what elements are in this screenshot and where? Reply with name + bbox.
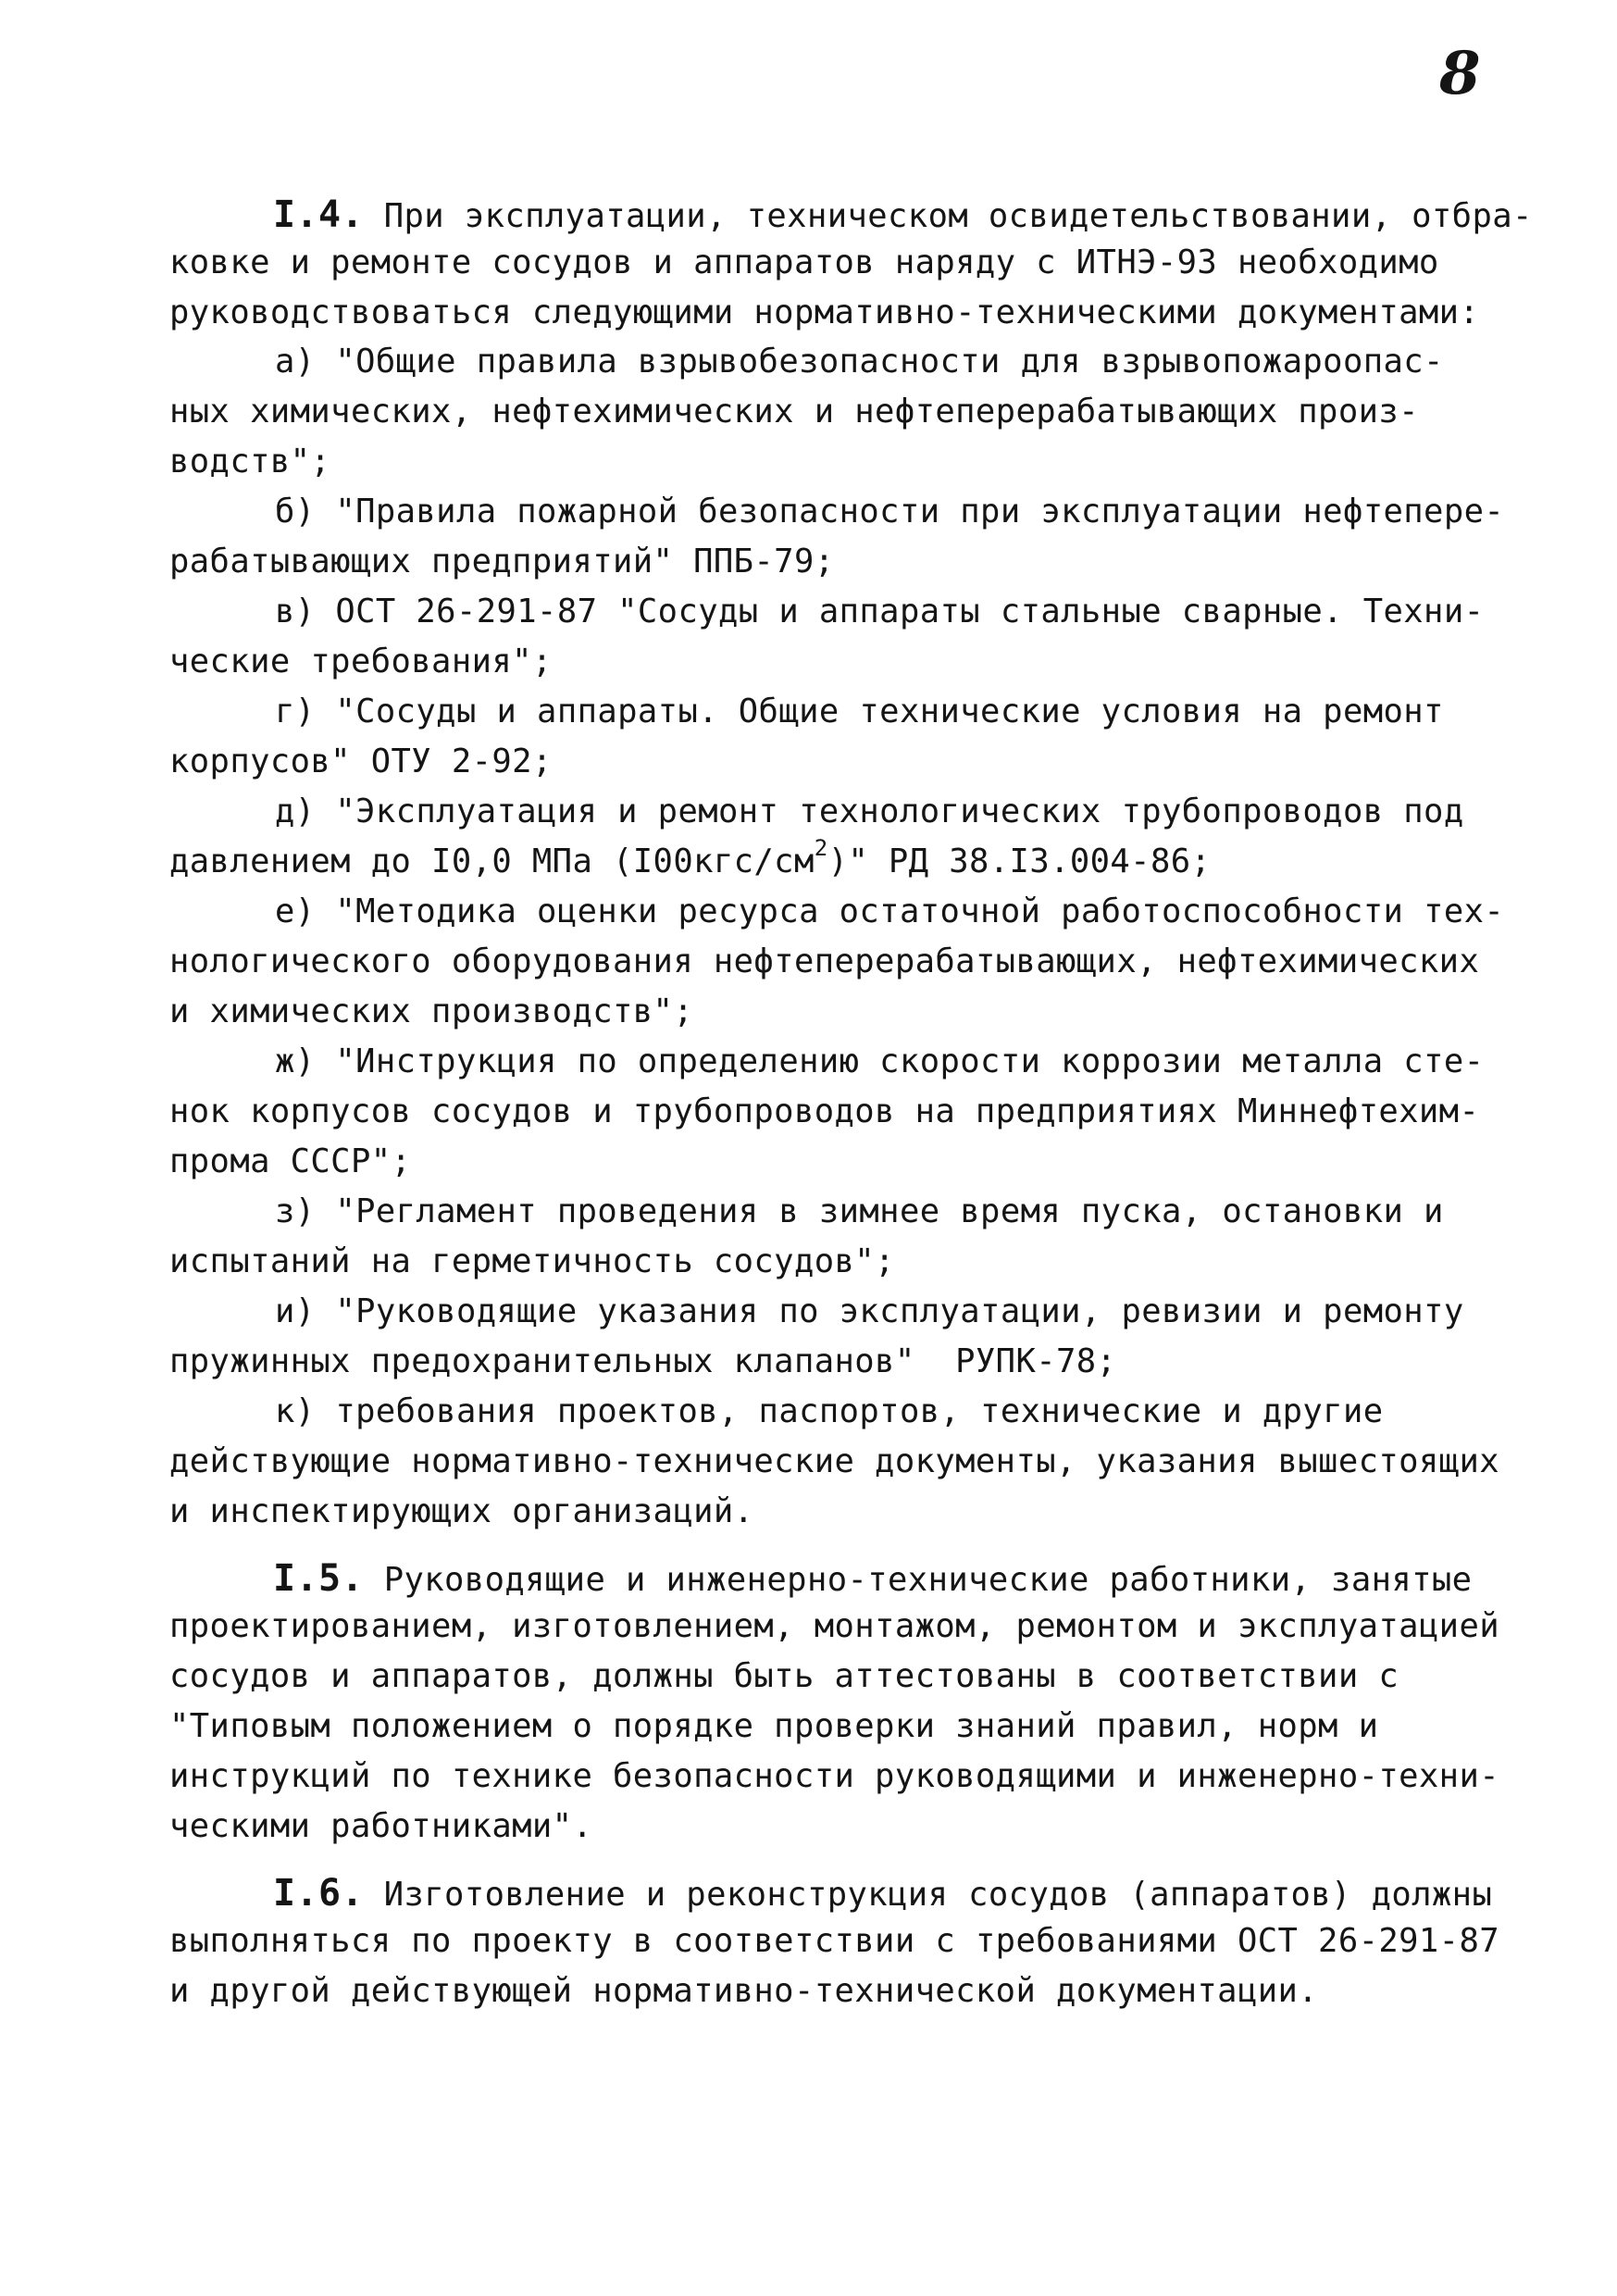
item-zh-line-3: прома СССР"; <box>169 1142 412 1180</box>
section-1-5-line-1: I.5. Руководящие и инженерно-технические работники, занятые <box>273 1557 1473 1600</box>
section-1-5-line-6: ческими работниками". <box>169 1807 593 1845</box>
item-a-line-1: а) "Общие правила взрывобезопасности для взрывопожароопас- <box>275 343 1444 381</box>
section-1-5-line-3: сосудов и аппаратов, должны быть аттестованы в соответствии с <box>169 1657 1399 1695</box>
item-d-line-1: д) "Эксплуатация и ремонт технологических трубопроводов под <box>275 792 1464 830</box>
item-z-line-1: з) "Регламент проведения в зимнее время пуска, остановки и <box>275 1192 1444 1230</box>
item-v-line-2: ческие требования"; <box>169 643 553 680</box>
item-a-line-3: водств"; <box>169 443 331 480</box>
item-k-line-1: к) требования проектов, паспортов, технические и другие <box>275 1392 1384 1430</box>
item-zh-line-2: нок корпусов сосудов и трубопроводов на предприятиях Миннефтехим- <box>169 1092 1480 1130</box>
superscript-exponent: 2 <box>814 835 828 861</box>
section-1-6-number: I.6. <box>273 1872 364 1915</box>
page-number: 8 <box>1439 39 1481 108</box>
item-b-line-2: рабатывающих предприятий" ППБ-79; <box>169 543 835 580</box>
item-i-line-1: и) "Руководящие указания по эксплуатации, ревизии и ремонту <box>275 1292 1464 1330</box>
section-1-6-line-1: I.6. Изготовление и реконструкция сосудов (аппаратов) должны <box>273 1872 1493 1915</box>
item-v-line-1: в) ОСТ 26-291-87 "Сосуды и аппараты стальные сварные. Техни- <box>275 593 1485 630</box>
section-1-5-line-4: "Типовым положением о порядке проверки знаний правил, норм и <box>169 1707 1379 1745</box>
section-1-4-number: I.4. <box>273 193 364 236</box>
section-1-5-line-5: инструкций по технике безопасности руководящими и инженерно-техни- <box>169 1757 1500 1795</box>
item-b-line-1: б) "Правила пожарной безопасности при эксплуатации нефтепере- <box>275 493 1505 530</box>
item-k-line-3: и инспектирующих организаций. <box>169 1492 754 1530</box>
item-i-line-2: пружинных предохранительных клапанов" РУПК-78; <box>169 1342 1117 1380</box>
item-e-line-3: и химических производств"; <box>169 992 694 1030</box>
item-g-line-1: г) "Сосуды и аппараты. Общие технические условия на ремонт <box>275 693 1444 730</box>
section-1-5-line-2: проектированием, изготовлением, монтажом, ремонтом и эксплуатацией <box>169 1607 1500 1645</box>
item-k-line-2: действующие нормативно-технические документы, указания вышестоящих <box>169 1442 1500 1480</box>
item-z-line-2: испытаний на герметичность сосудов"; <box>169 1242 895 1280</box>
section-1-6-line-3: и другой действующей нормативно-технической документации. <box>169 1972 1319 2010</box>
section-1-4-line-3: руководствоваться следующими нормативно-техническими документами: <box>169 293 1480 331</box>
item-d-line-2: давлением до I0,0 МПа $(I00кгс/см^2)$" РД 38.I3.004-86; <box>169 835 1212 880</box>
section-1-4-line-2: ковке и ремонте сосудов и аппаратов наряду с ИТНЭ-93 необходимо <box>169 243 1439 281</box>
item-a-line-2: ных химических, нефтехимических и нефтеперерабатывающих произ- <box>169 393 1419 430</box>
section-1-4-line-1: I.4. При эксплуатации, техническом освидетельствовании, отбра- <box>273 193 1533 236</box>
section-1-5-number: I.5. <box>273 1557 364 1600</box>
item-g-line-2: корпусов" ОТУ 2-92; <box>169 742 553 780</box>
item-zh-line-1: ж) "Инструкция по определению скорости коррозии металла сте- <box>275 1042 1485 1080</box>
section-1-6-line-2: выполняться по проекту в соответствии с требованиями ОСТ 26-291-87 <box>169 1922 1500 1960</box>
item-e-line-1: е) "Методика оценки ресурса остаточной работоспособности тех- <box>275 892 1505 930</box>
item-e-line-2: нологического оборудования нефтеперерабатывающих, нефтехимических <box>169 942 1480 980</box>
